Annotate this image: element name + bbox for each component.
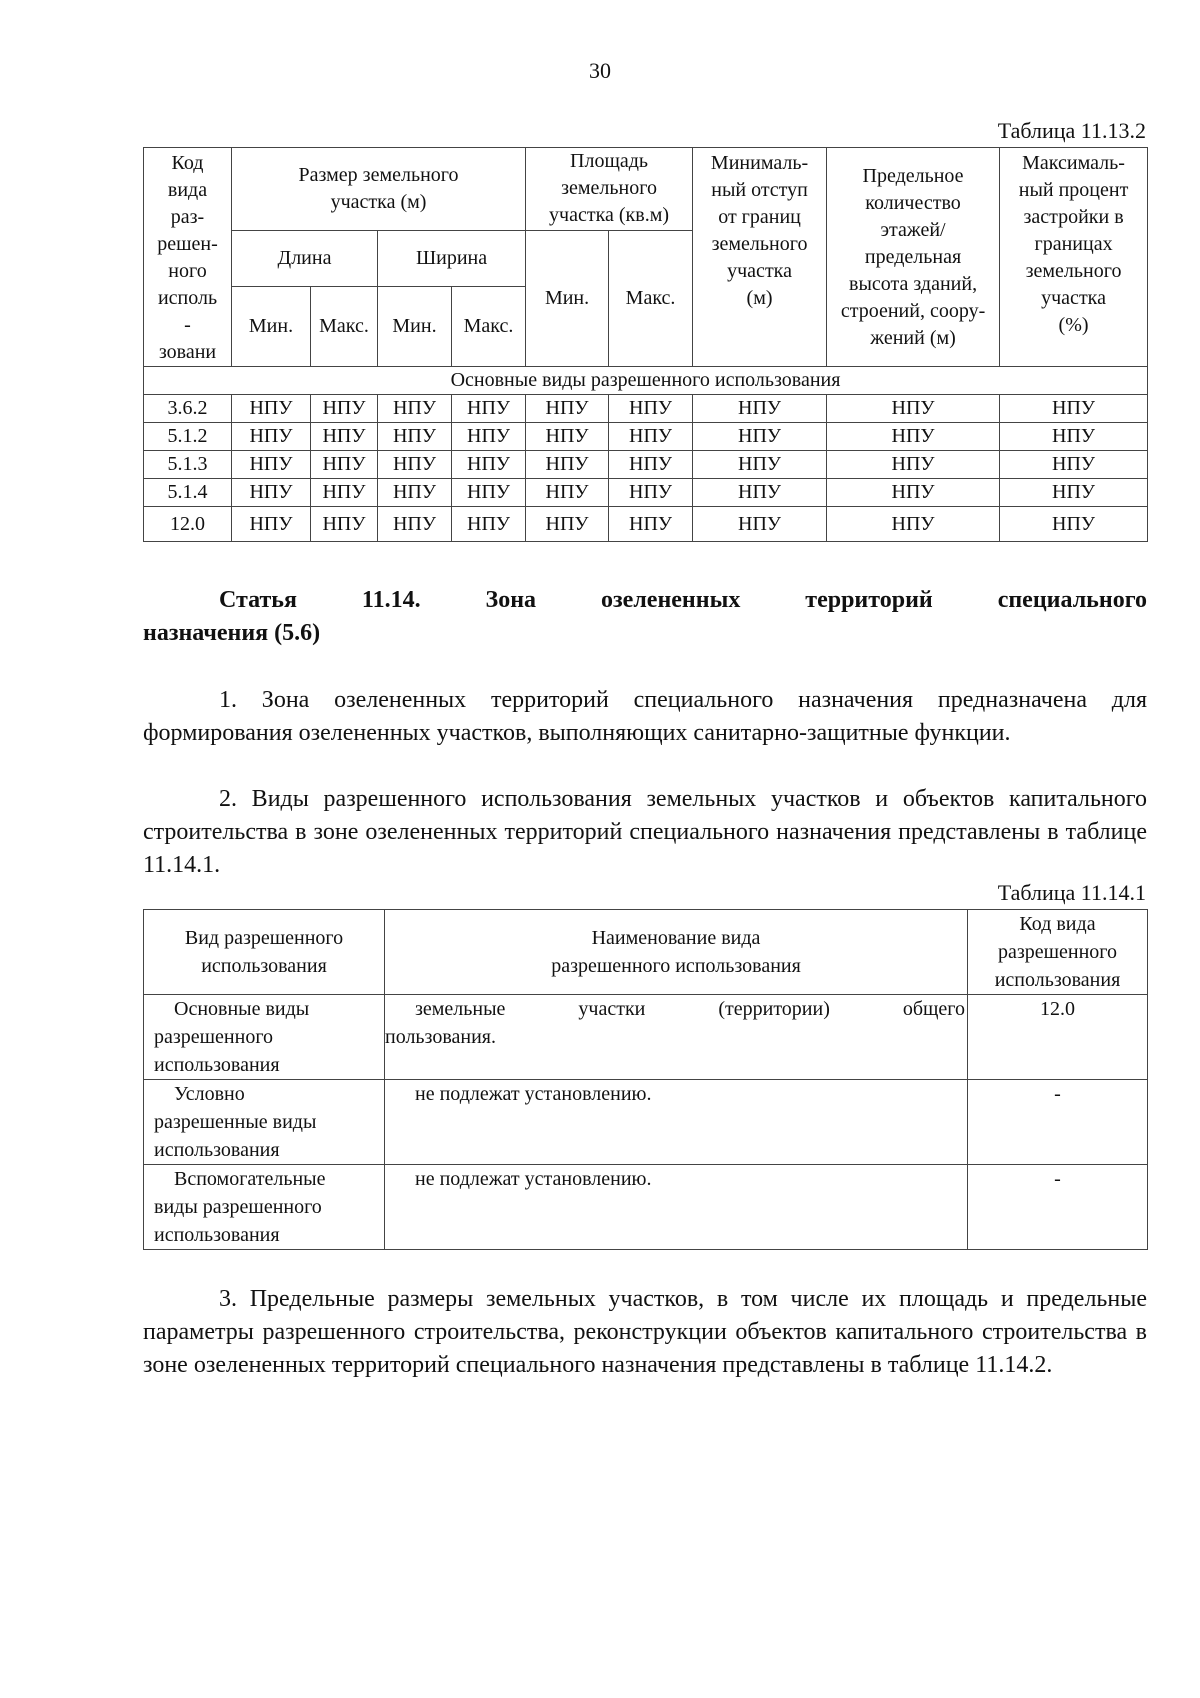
use-type-cell: Основные виды разрешенного использования	[144, 995, 385, 1080]
header-area-max: Макс.	[609, 231, 693, 367]
use-name-cell: не подлежат установлению.	[385, 1165, 968, 1250]
row-code: 5.1.3	[144, 451, 232, 479]
table-cell: НПУ	[1000, 423, 1148, 451]
header-area: Площадь земельного участка (кв.м)	[526, 148, 693, 231]
header-use-code: Код вида разрешенного использования	[968, 910, 1148, 995]
header-use-type: Вид разрешенного использования	[144, 910, 385, 995]
row-code: 5.1.4	[144, 479, 232, 507]
row-code: 3.6.2	[144, 395, 232, 423]
header-use-name: Наименование вида разрешенного использования	[385, 910, 968, 995]
table-cell: НПУ	[526, 451, 609, 479]
table-cell: НПУ	[232, 479, 311, 507]
header-code: Код вида раз- решен- ного исполь - зовани	[144, 148, 232, 367]
table-cell: НПУ	[311, 507, 378, 542]
table-row	[144, 395, 1148, 423]
table-cell: НПУ	[452, 479, 526, 507]
table-cell: НПУ	[526, 423, 609, 451]
use-type-cell: Условно разрешенные виды использования	[144, 1080, 385, 1165]
table-cell: НПУ	[1000, 451, 1148, 479]
paragraph-2: 2. Виды разрешенного использования земельных участков и объектов капитального строительства в зоне озелененных территорий специального назначения представлены в таблице 11.14.1.	[143, 786, 1147, 878]
table-cell: НПУ	[827, 395, 1000, 423]
table-caption: Таблица 11.14.1	[997, 880, 1146, 905]
table-cell: НПУ	[827, 451, 1000, 479]
table-cell: НПУ	[311, 451, 378, 479]
table-cell: НПУ	[452, 423, 526, 451]
paragraph-3: 3. Предельные размеры земельных участков, в том числе их площадь и предельные параметры разрешенного строительства, реконструкции объектов капитального строительства в зоне озелененных территорий специального назначения представлены в таблице 11.14.2.	[143, 1286, 1147, 1378]
use-name-cell: не подлежат установлению.	[385, 1080, 968, 1165]
table-cell: НПУ	[609, 423, 693, 451]
use-type-cell: Вспомогательные виды разрешенного использования	[144, 1165, 385, 1250]
header-length-min: Мин.	[232, 287, 311, 367]
table-cell: НПУ	[378, 451, 452, 479]
table-cell: НПУ	[1000, 507, 1148, 542]
header-width-max: Макс.	[452, 287, 526, 367]
table-cell: НПУ	[452, 451, 526, 479]
table-cell: НПУ	[378, 395, 452, 423]
table-row	[144, 507, 1148, 542]
table-cell: НПУ	[1000, 395, 1148, 423]
header-width-min: Мин.	[378, 287, 452, 367]
header-width: Ширина	[378, 231, 526, 287]
table-cell: НПУ	[693, 507, 827, 542]
header-setback: Минималь- ный отступ от границ земельного участка (м)	[693, 148, 827, 367]
table-row	[144, 423, 1148, 451]
use-code-cell: 12.0	[968, 995, 1148, 1080]
page-number: 30	[589, 58, 611, 83]
row-code: 12.0	[144, 507, 232, 542]
table-cell: НПУ	[693, 479, 827, 507]
table-cell: НПУ	[311, 479, 378, 507]
table-cell: НПУ	[1000, 479, 1148, 507]
table-cell: НПУ	[526, 479, 609, 507]
parameters-table	[143, 147, 1148, 542]
article-heading-line1: Статья 11.14. Зона озелененных территорий специального	[219, 587, 1147, 613]
table-cell: НПУ	[378, 507, 452, 542]
table-cell: НПУ	[311, 423, 378, 451]
table-cell: НПУ	[526, 507, 609, 542]
table-cell: НПУ	[452, 507, 526, 542]
table-row	[144, 1165, 1148, 1250]
table-row	[144, 995, 1148, 1080]
table-cell: НПУ	[452, 395, 526, 423]
table-cell: НПУ	[827, 507, 1000, 542]
table-cell: НПУ	[232, 507, 311, 542]
table-cell: НПУ	[609, 479, 693, 507]
table-cell: НПУ	[378, 423, 452, 451]
table-cell: НПУ	[232, 395, 311, 423]
header-area-min: Мин.	[526, 231, 609, 367]
paragraph-1: 1. Зона озелененных территорий специального назначения предназначена для формирования озелененных участков, выполняющих санитарно-защитные функции.	[143, 687, 1147, 746]
table-row	[144, 451, 1148, 479]
permitted-use-table	[143, 909, 1148, 1250]
header-size: Размер земельного участка (м)	[232, 148, 526, 231]
row-code: 5.1.2	[144, 423, 232, 451]
table-cell: НПУ	[526, 395, 609, 423]
article-heading-line2: назначения (5.6)	[143, 620, 321, 646]
table-cell: НПУ	[693, 423, 827, 451]
table-row	[144, 479, 1148, 507]
use-code-cell: -	[968, 1080, 1148, 1165]
table-cell: НПУ	[693, 451, 827, 479]
table-cell: НПУ	[827, 423, 1000, 451]
table-caption: Таблица 11.13.2	[997, 118, 1146, 143]
table-cell: НПУ	[609, 451, 693, 479]
table-cell: НПУ	[609, 395, 693, 423]
header-coverage: Максималь- ный процент застройки в границах земельного участка (%)	[1000, 148, 1148, 367]
table-cell: НПУ	[827, 479, 1000, 507]
table-cell: НПУ	[232, 423, 311, 451]
article-heading	[143, 584, 1147, 650]
use-name-cell: земельные участки (территории) общего пользования.	[385, 995, 968, 1080]
header-length-max: Макс.	[311, 287, 378, 367]
table-row	[144, 1080, 1148, 1165]
table-cell: НПУ	[693, 395, 827, 423]
header-floors: Предельное количество этажей/ предельная высота зданий, строений, соору- жений (м)	[827, 148, 1000, 367]
table-cell: НПУ	[232, 451, 311, 479]
table-cell: НПУ	[311, 395, 378, 423]
use-code-cell: -	[968, 1165, 1148, 1250]
header-length: Длина	[232, 231, 378, 287]
section-title: Основные виды разрешенного использования	[144, 367, 1148, 395]
table-cell: НПУ	[609, 507, 693, 542]
table-cell: НПУ	[378, 479, 452, 507]
